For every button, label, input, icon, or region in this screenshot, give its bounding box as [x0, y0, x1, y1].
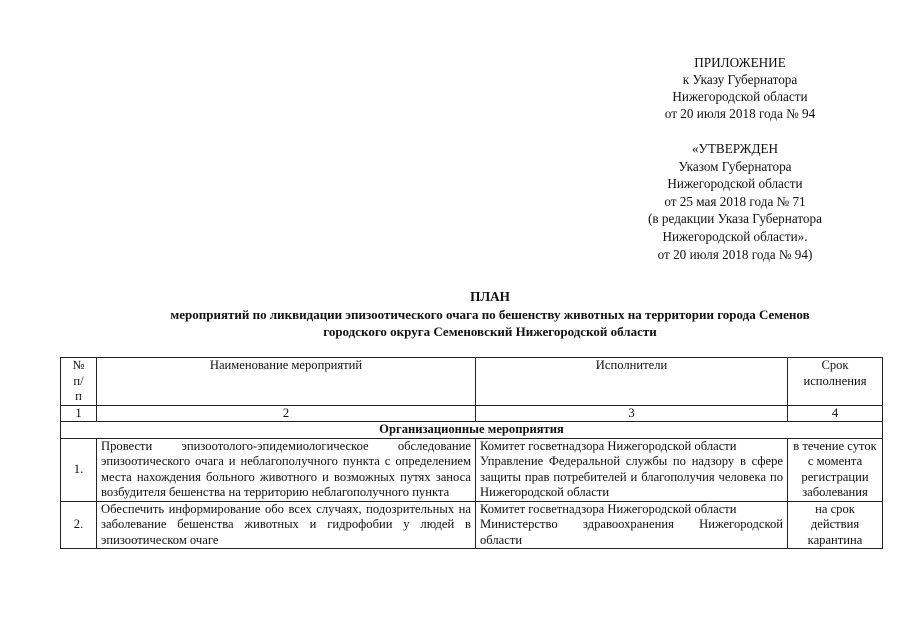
approval-line: Нижегородской области». — [662, 228, 808, 244]
row-term: на срок действия карантина — [788, 501, 883, 549]
row-num: 2. — [61, 501, 97, 549]
row-num: 1. — [61, 438, 97, 501]
plan-table — [60, 357, 883, 549]
approval-line: Указом Губернатора — [678, 158, 792, 174]
row-name: Провести эпизоотолого-эпидемиологическое обследование эпизоотического очага и неблагополучного пункта с определением места нахождения больного животного и возможных путях заноса возбудителя бешенства на территорию неблагополучного пункта — [97, 438, 476, 501]
approval-line: Нижегородской области — [667, 176, 803, 192]
executor-item: Министерство здравоохранения Нижегородской области — [480, 517, 783, 547]
approval-line: от 25 мая 2018 года № 71 — [664, 193, 806, 209]
table-header-row — [61, 358, 883, 406]
index-cell: 4 — [788, 405, 883, 422]
approval-block — [600, 140, 870, 263]
executor-item: Управление Федеральной службы по надзору в сфере защиты прав потребителей и благополучия человека по Нижегородской области — [480, 454, 783, 499]
approval-line: от 20 июля 2018 года № 94) — [657, 246, 813, 262]
row-executors — [476, 501, 788, 549]
plan-subtitle — [80, 306, 900, 340]
executor-item: Комитет госветнадзора Нижегородской области — [480, 438, 737, 453]
appendix-line: от 20 июля 2018 года № 94 — [664, 106, 816, 121]
section-title: Организационные мероприятия — [61, 422, 883, 439]
index-cell: 2 — [97, 405, 476, 422]
section-row — [61, 422, 883, 439]
row-executors — [476, 438, 788, 501]
table-row — [61, 438, 883, 501]
appendix-line: Нижегородской области — [672, 89, 808, 104]
row-name: Обеспечить информирование обо всех случаях, подозрительных на заболевание бешенства животных и гидрофобии у людей в эпизоотическом очаге — [97, 501, 476, 549]
table-row — [61, 501, 883, 549]
appendix-line: ПРИЛОЖЕНИЕ — [694, 55, 786, 70]
row-term: в течение суток с момента регистрации заболевания — [788, 438, 883, 501]
appendix-line: к Указу Губернатора — [682, 72, 798, 87]
index-cell: 1 — [61, 405, 97, 422]
plan-subtitle-line: мероприятий по ликвидации эпизоотического очага по бешенству животных на территории города Семенов — [170, 307, 810, 322]
header-num: № п/п — [61, 358, 97, 406]
header-term: Срок исполнения — [788, 358, 883, 406]
plan-title: ПЛАН — [470, 289, 510, 304]
index-row — [61, 405, 883, 422]
header-name: Наименование мероприятий — [97, 358, 476, 406]
plan-subtitle-line: городского округа Семеновский Нижегородской области — [323, 324, 657, 339]
index-cell: 3 — [476, 405, 788, 422]
appendix-block — [610, 54, 870, 122]
executor-item: Комитет госветнадзора Нижегородской области — [480, 501, 737, 516]
header-executors: Исполнители — [476, 358, 788, 406]
approval-line: (в редакции Указа Губернатора — [648, 211, 822, 227]
approval-line: «УТВЕРЖДЕН — [691, 141, 779, 156]
